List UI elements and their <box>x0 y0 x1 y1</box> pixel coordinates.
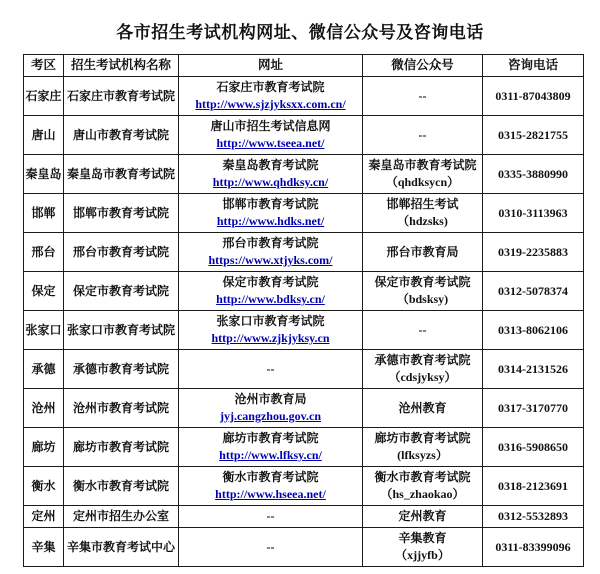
agency-cell: 定州市招生办公室 <box>64 506 179 528</box>
phone-cell: 0316-5908650 <box>483 428 584 467</box>
website-name: 邢台市教育考试院 <box>222 236 319 250</box>
region-cell: 唐山 <box>24 116 64 155</box>
table-row <box>24 311 584 350</box>
phone-cell: 0313-8062106 <box>483 311 584 350</box>
website-cell <box>179 311 363 350</box>
website-name: 石家庄市教育考试院 <box>216 80 325 94</box>
website-name: 唐山市招生考试信息网 <box>210 119 331 133</box>
website-cell <box>179 528 363 567</box>
header-wechat: 微信公众号 <box>363 55 483 77</box>
agency-cell: 廊坊市教育考试院 <box>64 428 179 467</box>
table-row <box>24 155 584 194</box>
phone-cell: 0318-2123691 <box>483 467 584 506</box>
agency-cell: 秦皇岛市教育考试院 <box>64 155 179 194</box>
wechat-name: 沧州教育 <box>398 400 447 415</box>
website-name: -- <box>266 509 275 523</box>
table-row <box>24 506 584 528</box>
wechat-cell <box>363 116 483 155</box>
website-name: 衡水市教育考试院 <box>222 470 319 484</box>
header-site: 网址 <box>179 55 363 77</box>
region-cell: 沧州 <box>24 389 64 428</box>
website-cell <box>179 506 363 528</box>
phone-cell: 0312-5532893 <box>483 506 584 528</box>
region-cell: 辛集 <box>24 528 64 567</box>
wechat-cell <box>363 233 483 272</box>
agency-cell: 辛集市教育考试中心 <box>64 528 179 567</box>
agency-cell: 衡水市教育考试院 <box>64 467 179 506</box>
region-cell: 邯郸 <box>24 194 64 233</box>
wechat-cell <box>363 194 483 233</box>
website-cell <box>179 155 363 194</box>
website-cell <box>179 116 363 155</box>
website-name: 秦皇岛教育考试院 <box>222 158 319 172</box>
wechat-cell <box>363 467 483 506</box>
wechat-cell <box>363 428 483 467</box>
phone-cell: 0335-3880990 <box>483 155 584 194</box>
table-row <box>24 428 584 467</box>
wechat-cell <box>363 528 483 567</box>
wechat-cell <box>363 311 483 350</box>
agency-cell: 石家庄市教育考试院 <box>64 77 179 116</box>
website-name: -- <box>266 539 275 554</box>
wechat-id: （cdsjyksy） <box>388 370 457 384</box>
wechat-name: -- <box>418 322 427 337</box>
region-cell: 秦皇岛 <box>24 155 64 194</box>
website-cell <box>179 272 363 311</box>
phone-cell: 0319-2235883 <box>483 233 584 272</box>
wechat-name: 承德市教育考试院 <box>374 353 471 367</box>
wechat-name: 保定市教育考试院 <box>374 275 471 289</box>
table-row <box>24 233 584 272</box>
website-link[interactable]: http://www.qhdksy.cn/ <box>212 175 329 189</box>
table-row <box>24 272 584 311</box>
table-row <box>24 467 584 506</box>
table-row <box>24 77 584 116</box>
wechat-id: （xjjyfb） <box>395 548 450 562</box>
wechat-id: （hdzsks) <box>397 214 448 228</box>
wechat-name: 辛集教育 <box>398 531 447 545</box>
phone-cell: 0311-83399096 <box>483 528 584 567</box>
wechat-name: 秦皇岛市教育考试院 <box>368 158 477 172</box>
website-cell <box>179 389 363 428</box>
exam-agency-table <box>23 54 584 567</box>
region-cell: 邢台 <box>24 233 64 272</box>
agency-cell: 承德市教育考试院 <box>64 350 179 389</box>
phone-cell: 0315-2821755 <box>483 116 584 155</box>
wechat-cell <box>363 77 483 116</box>
agency-cell: 沧州市教育考试院 <box>64 389 179 428</box>
website-name: 保定市教育考试院 <box>222 275 319 289</box>
wechat-cell <box>363 389 483 428</box>
region-cell: 保定 <box>24 272 64 311</box>
wechat-name: -- <box>418 88 427 103</box>
table-row <box>24 194 584 233</box>
phone-cell: 0317-3170770 <box>483 389 584 428</box>
website-name: -- <box>266 361 275 376</box>
table-header-row <box>24 55 584 77</box>
website-link[interactable]: jyj.cangzhou.gov.cn <box>219 409 321 423</box>
wechat-id: （bdsksy) <box>396 292 449 306</box>
table-row <box>24 116 584 155</box>
wechat-cell <box>363 506 483 528</box>
website-link[interactable]: http://www.sjzjyksxx.com.cn/ <box>195 97 346 111</box>
header-phone: 咨询电话 <box>483 55 584 77</box>
website-name: 沧州市教育局 <box>234 392 307 406</box>
wechat-cell <box>363 272 483 311</box>
website-link[interactable]: http://www.lfksy.cn/ <box>219 448 322 462</box>
region-cell: 承德 <box>24 350 64 389</box>
website-cell <box>179 350 363 389</box>
website-link[interactable]: http://www.bdksy.cn/ <box>216 292 325 306</box>
region-cell: 石家庄 <box>24 77 64 116</box>
header-agency: 招生考试机构名称 <box>64 55 179 77</box>
website-name: 邯郸市教育考试院 <box>222 197 319 211</box>
wechat-id: (lfksyzs） <box>397 448 448 462</box>
website-name: 张家口市教育考试院 <box>216 314 325 328</box>
region-cell: 衡水 <box>24 467 64 506</box>
wechat-name: -- <box>418 127 427 142</box>
website-link[interactable]: http://www.hdks.net/ <box>216 214 325 228</box>
region-cell: 定州 <box>24 506 64 528</box>
agency-cell: 唐山市教育考试院 <box>64 116 179 155</box>
website-link[interactable]: http://www.zjkjyksy.cn <box>211 331 330 345</box>
wechat-name: 邢台市教育局 <box>386 244 459 259</box>
wechat-cell <box>363 350 483 389</box>
website-link[interactable]: http://www.hseea.net/ <box>215 487 326 501</box>
phone-cell: 0312-5078374 <box>483 272 584 311</box>
wechat-name: 邯郸招生考试 <box>386 197 459 211</box>
page-title: 各市招生考试机构网址、微信公众号及咨询电话 <box>116 23 484 42</box>
wechat-cell <box>363 155 483 194</box>
website-cell <box>179 428 363 467</box>
website-name: 廊坊市教育考试院 <box>222 431 319 445</box>
header-region: 考区 <box>24 55 64 77</box>
wechat-name: 衡水市教育考试院 <box>374 470 471 484</box>
website-cell <box>179 194 363 233</box>
agency-cell: 邢台市教育考试院 <box>64 233 179 272</box>
wechat-name: 定州教育 <box>398 509 447 523</box>
website-cell <box>179 233 363 272</box>
table-row <box>24 528 584 567</box>
website-cell <box>179 467 363 506</box>
phone-cell: 0310-3113963 <box>483 194 584 233</box>
website-cell <box>179 77 363 116</box>
table-row <box>24 389 584 428</box>
agency-cell: 张家口市教育考试院 <box>64 311 179 350</box>
website-link[interactable]: https://www.xtjyks.com/ <box>208 253 333 267</box>
wechat-name: 廊坊市教育考试院 <box>374 431 471 445</box>
agency-cell: 邯郸市教育考试院 <box>64 194 179 233</box>
phone-cell: 0314-2131526 <box>483 350 584 389</box>
region-cell: 张家口 <box>24 311 64 350</box>
agency-cell: 保定市教育考试院 <box>64 272 179 311</box>
website-link[interactable]: http://www.tseea.net/ <box>216 136 325 150</box>
region-cell: 廊坊 <box>24 428 64 467</box>
wechat-id: （hs_zhaokao） <box>380 487 465 501</box>
phone-cell: 0311-87043809 <box>483 77 584 116</box>
table-row <box>24 350 584 389</box>
wechat-id: （qhdksycn） <box>385 175 460 189</box>
